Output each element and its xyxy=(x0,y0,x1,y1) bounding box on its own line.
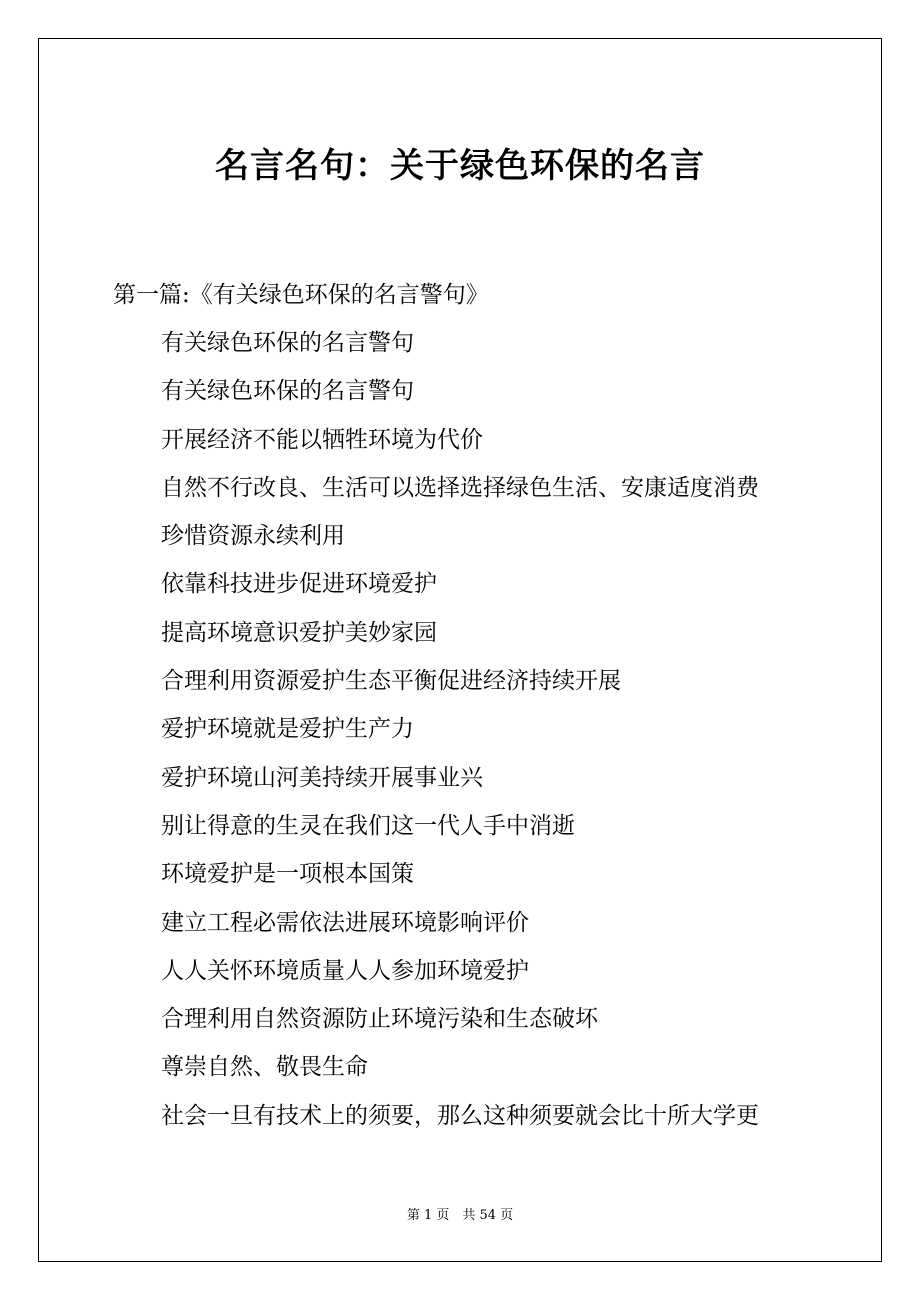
quote-line: 爱护环境就是爱护生产力 xyxy=(161,716,414,743)
quote-line: 有关绿色环保的名言警句 xyxy=(161,330,414,356)
quote-line: 爱护环境山河美持续开展事业兴 xyxy=(161,764,483,791)
quote-line: 社会一旦有技术上的须要，那么这种须要就会比十所大学更 xyxy=(161,1102,759,1129)
section-heading: 第一篇:《有关绿色环保的名言警句》 xyxy=(113,282,489,308)
quote-line: 人人关怀环境质量人人参加环境爱护 xyxy=(161,957,529,984)
quote-line: 依靠科技进步促进环境爱护 xyxy=(161,571,437,598)
quote-line: 提高环境意识爱护美妙家园 xyxy=(161,619,437,646)
quote-line: 合理利用资源爱护生态平衡促进经济持续开展 xyxy=(161,668,621,695)
quote-line: 自然不行改良、生活可以选择选择绿色生活、安康适度消费 xyxy=(161,474,759,501)
page-footer: 第 1 页 共 54 页 xyxy=(406,1208,514,1223)
quote-line: 尊崇自然、敬畏生命 xyxy=(161,1054,368,1081)
quote-line: 珍惜资源永续利用 xyxy=(161,523,345,550)
quote-line: 建立工程必需依法进展环境影响评价 xyxy=(161,909,529,936)
quote-line: 开展经济不能以牺牲环境为代价 xyxy=(161,426,483,453)
quote-list xyxy=(161,324,861,1145)
quote-line: 别让得意的生灵在我们这一代人手中消逝 xyxy=(161,812,575,839)
quote-line: 有关绿色环保的名言警句 xyxy=(161,378,414,405)
document-title: 名言名句：关于绿色环保的名言 xyxy=(215,146,705,186)
quote-line: 环境爱护是一项根本国策 xyxy=(161,861,414,888)
quote-line: 合理利用自然资源防止环境污染和生态破坏 xyxy=(161,1006,598,1033)
